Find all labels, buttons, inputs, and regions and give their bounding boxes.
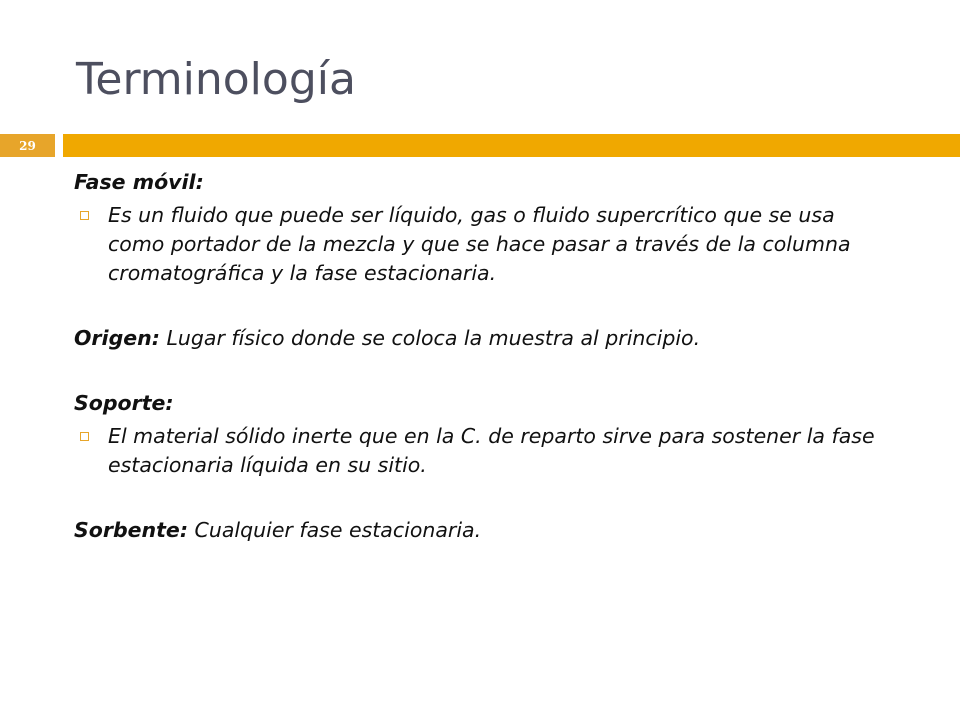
- definition-sorbente: [74, 516, 894, 545]
- term-soporte: Soporte:: [74, 391, 174, 415]
- definition-text-origen: Lugar físico donde se coloca la muestra al principio.: [159, 326, 701, 350]
- term-origen: Origen:: [74, 326, 160, 350]
- square-bullet-icon: [80, 432, 89, 441]
- definition-text-sorbente: Cualquier fase estacionaria.: [188, 518, 482, 542]
- slide-content: [74, 168, 894, 545]
- section-heading-fase-movil: [74, 168, 894, 197]
- section-heading-soporte: [74, 389, 894, 418]
- slide-number: 29: [19, 138, 36, 153]
- term-fase-movil: Fase móvil:: [74, 170, 204, 194]
- bullet-soporte: [74, 422, 894, 480]
- definition-origen: [74, 324, 894, 353]
- slide-title: Terminología: [76, 54, 356, 105]
- term-sorbente: Sorbente:: [74, 518, 189, 542]
- accent-bar: [63, 134, 960, 157]
- bullet-text-soporte: El material sólido inerte que en la C. de reparto sirve para sostener la fase estacionaria líquida en su sitio.: [108, 424, 875, 477]
- slide-number-badge: [0, 134, 55, 157]
- bullet-text-fase-movil: Es un fluido que puede ser líquido, gas o fluido supercrítico que se usa como portador de la mezcla y que se hace pasar a través de la columna cromatográfica y la fase estacionaria.: [108, 203, 851, 285]
- bullet-fase-movil: [74, 201, 894, 288]
- square-bullet-icon: [80, 211, 89, 220]
